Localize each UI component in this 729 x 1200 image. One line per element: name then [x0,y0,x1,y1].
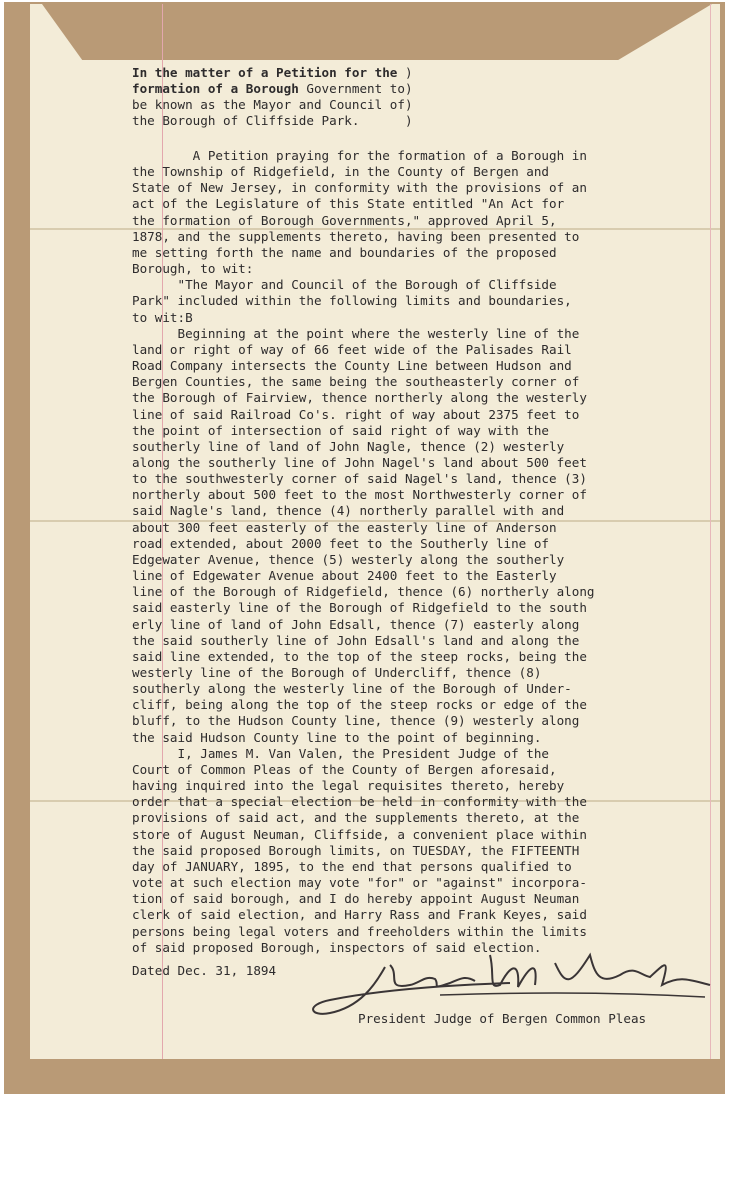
body-line: the said proposed Borough limits, on TUESDAY, the FIFTEENTH [132,842,580,858]
case-caption [132,65,692,130]
body-line: southerly along the westerly line of the Borough of Under- [132,681,572,697]
body-line: store of August Neuman, Cliffside, a convenient place within [132,826,587,842]
body-line: land or right of way of 66 feet wide of the Palisades Rail [132,341,572,357]
body-line: tion of said borough, and I do hereby appoint August Neuman [132,891,580,907]
body-line: northerly about 500 feet to the most Northwesterly corner of [132,487,587,503]
body-line: westerly line of the Borough of Undercliff, thence (8) [132,665,542,680]
body-line: the said southerly line of John Edsall's land and along the [132,632,580,648]
body-line: persons being legal voters and freeholders within the limits [132,923,587,939]
body-line: Road Company intersects the County Line between Hudson and [132,358,572,374]
body-line: Bergen Counties, the same being the southeasterly corner of [132,374,580,390]
body-line: Edgewater Avenue, thence (5) westerly along the southerly [132,551,565,567]
body-line: said Nagle's land, thence (4) northerly parallel with and [132,503,565,519]
body-line: day of JANUARY, 1895, to the end that persons qualified to [132,858,572,874]
body-line: Borough, to wit: [132,261,254,277]
caption-line-1-bold: In the matter of a Petition for the [132,65,398,80]
caption-line-2-rest: Government to) [298,81,413,97]
body-line: Beginning at the point where the westerly line of the [132,325,580,341]
body-line: said line extended, to the top of the steep rocks, being the [132,648,587,664]
body-line: bluff, to the Hudson County line, thence (9) westerly along [132,713,580,729]
body-line: provisions of said act, and the supplements thereto, at the [132,810,580,826]
body-line: the Township of Ridgefield, in the County of Bergen and [132,164,550,180]
body-line: about 300 feet easterly of the easterly line of Anderson [132,519,557,535]
body-line: the said Hudson County line to the point of beginning. [132,729,542,745]
backing-tab [42,4,712,60]
body-line: "The Mayor and Council of the Borough of Cliffside [132,277,557,293]
body-line: line of the Borough of Ridgefield, thence (6) northerly along [132,584,595,600]
caption-line-4: the Borough of Cliffside Park. ) [132,113,413,129]
signature-title: President Judge of Bergen Common Pleas [358,1011,647,1026]
body-line: cliff, being along the top of the steep rocks or edge of the [132,697,587,713]
caption-line-2-bold: formation of a Borough [132,81,299,97]
body-line: 1878, and the supplements thereto, having been presented to [132,228,580,244]
body-line: I, James M. Van Valen, the President Judge of the [132,745,550,761]
caption-line-1-rest: ) [397,65,413,80]
body-line: vote at such election may vote "for" or "against" incorpora- [132,875,587,891]
body-line: Court of Common Pleas of the County of Bergen aforesaid, [132,761,557,777]
body-line: said easterly line of the Borough of Ridgefield to the south [132,600,587,616]
body-line: having inquired into the legal requisites thereto, hereby [132,778,565,794]
petition-body [132,148,692,956]
body-line: line of Edgewater Avenue about 2400 feet to the Easterly [132,568,557,584]
body-line: of said proposed Borough, inspectors of said election. [132,939,542,955]
body-line: Park" included within the following limits and boundaries, [132,293,572,309]
body-line: clerk of said election, and Harry Rass and Frank Keyes, said [132,907,587,923]
body-line: the Borough of Fairview, thence northerly along the westerly [132,390,587,406]
body-line: me setting forth the name and boundaries of the proposed [132,244,557,260]
body-line: act of the Legislature of this State entitled "An Act for [132,196,565,212]
body-line: the formation of Borough Governments," approved April 5, [132,212,557,228]
right-margin-rule [710,4,711,1059]
body-line: southerly line of land of John Nagle, thence (2) westerly [132,438,565,454]
body-line: erly line of land of John Edsall, thence (7) easterly along [132,616,580,632]
body-line: State of New Jersey, in conformity with the provisions of an [132,180,587,196]
body-line: to wit:B [132,309,193,325]
body-line: to the southwesterly corner of said Nagel's land, thence (3) [132,471,587,487]
body-line: along the southerly line of John Nagel's land about 500 feet [132,454,587,470]
caption-line-3: be known as the Mayor and Council of) [132,97,413,113]
body-line: road extended, about 2000 feet to the Southerly line of [132,535,550,551]
body-line: A Petition praying for the formation of a Borough in [132,148,587,163]
body-line: the point of intersection of said right of way with the [132,422,550,438]
date-line: Dated Dec. 31, 1894 [132,963,277,978]
body-line: order that a special election be held in conformity with the [132,794,587,810]
body-line: line of said Railroad Co's. right of way about 2375 feet to [132,406,580,422]
